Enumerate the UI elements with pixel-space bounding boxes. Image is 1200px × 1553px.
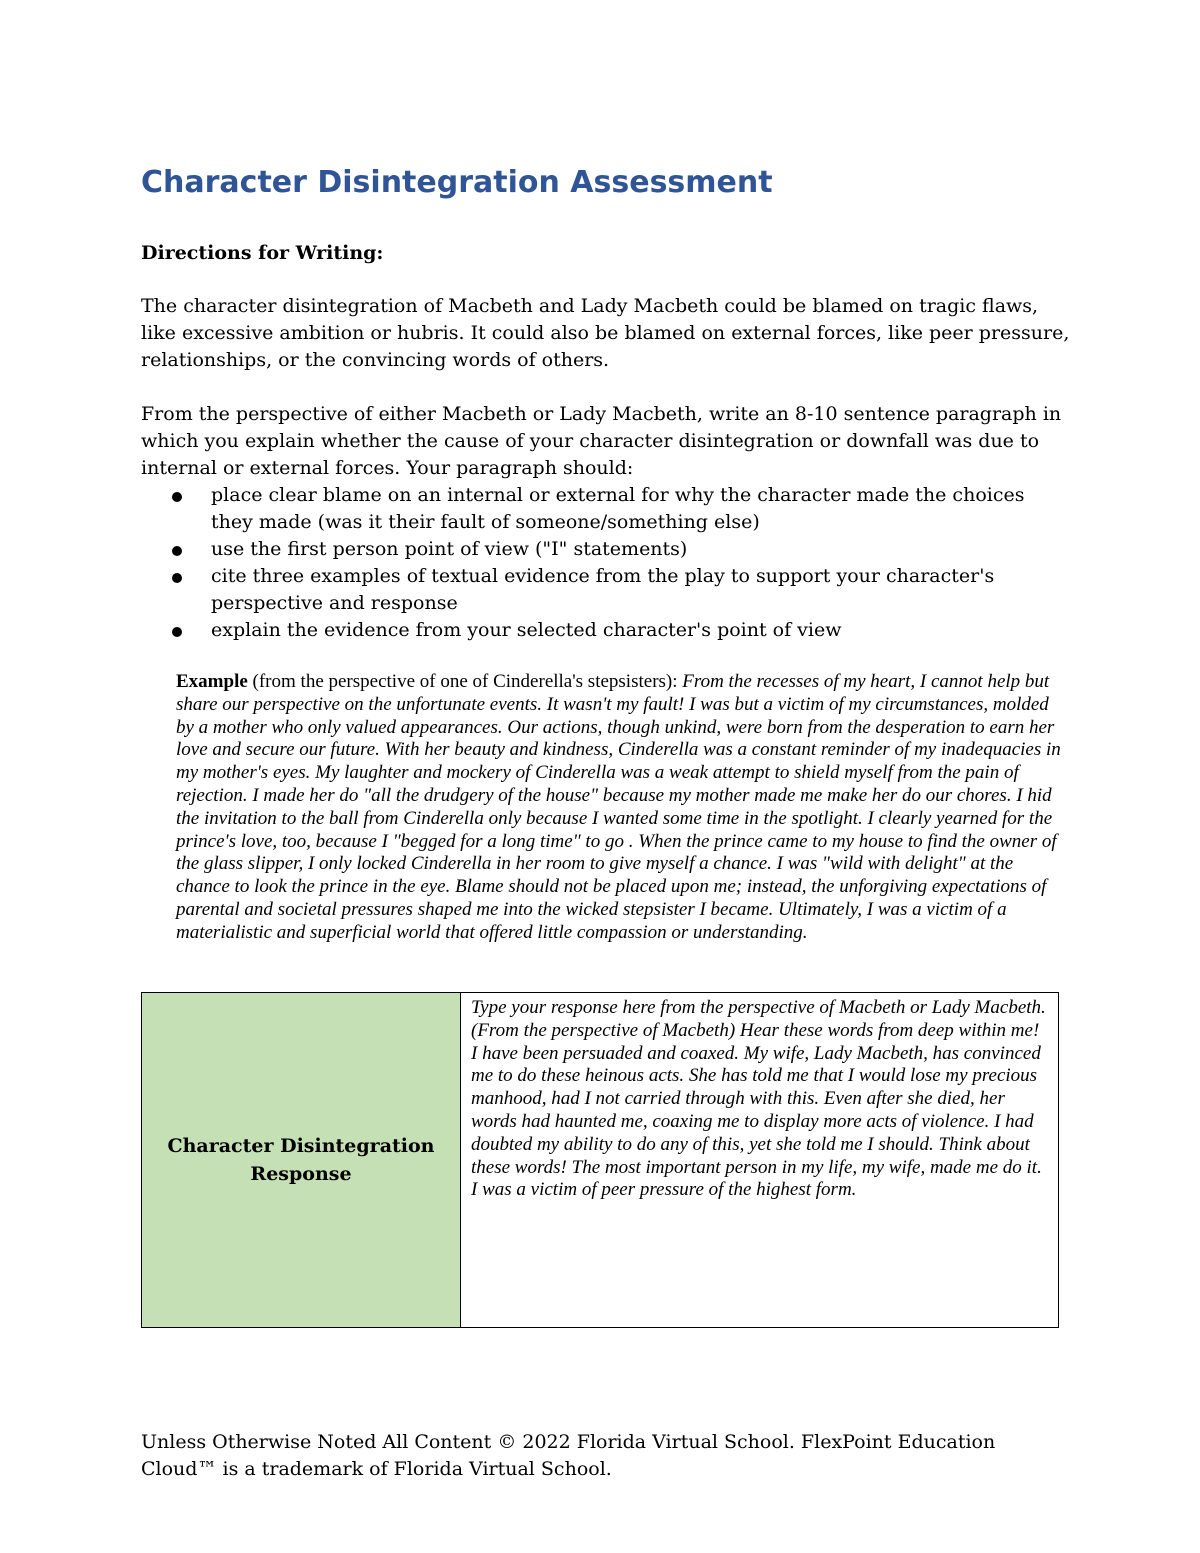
response-table (141, 992, 1059, 1328)
instructions-paragraph: From the perspective of either Macbeth or Lady Macbeth, write an 8-10 sentence paragraph in which you explain whether the cause of your character disintegration or downfall was due to internal or external forces. Your paragraph should: (141, 403, 1062, 479)
response-prompt: Type your response here from the perspective of Macbeth or Lady Macbeth. (471, 997, 1046, 1018)
directions-heading: Directions for Writing: (141, 242, 384, 264)
intro-paragraph: The character disintegration of Macbeth and Lady Macbeth could be blamed on tragic flaws, like excessive ambition or hubris. It could also be blamed on external forces, like peer pressure, relationships, or the convincing words of others. (141, 295, 1070, 371)
example-paragraph (176, 671, 1066, 945)
response-answer-cell[interactable] (461, 993, 1059, 1328)
response-text: (From the perspective of Macbeth) Hear these words from deep within me! I have been persuaded and coaxed. My wife, Lady Macbeth, has convinced me to do these heinous acts. She has told me that I would lose my precious manhood, had I not carried through with this. Even after she died, her words had haunted me, coaxing me to display more acts of violence. I had doubted my ability to do any of this, yet she told me I should. Think about these words! The most important person in my life, my wife, made me do it. I was a victim of peer pressure of the highest form. (471, 1019, 1042, 1201)
bullet-icon (172, 573, 182, 583)
copyright-footer: Unless Otherwise Noted All Content © 2022 Florida Virtual School. FlexPoint Education Cloud™ is a trademark of Florida Virtual School. (141, 1431, 996, 1480)
requirement-text: cite three examples of textual evidence from the play to support your character's perspective and response (211, 565, 995, 614)
list-item (141, 536, 1071, 563)
requirement-text: explain the evidence from your selected character's point of view (211, 619, 842, 641)
list-item (141, 617, 1071, 644)
page-title: Character Disintegration Assessment (141, 165, 773, 200)
bullet-icon (172, 492, 182, 502)
example-text: From the recesses of my heart, I cannot help but share our perspective on the unfortunate events. It wasn't my fault! I was but a victim of my circumstances, molded by a mother who only valued appearances. Our actions, though unkind, were born from the desperation to earn her love and secure our future. With her beauty and kindness, Cinderella was a constant reminder of my inadequacies in my mother's eyes. My laughter and mockery of Cinderella was a weak attempt to shield myself from the pain of rejection. I made her do "all the drudgery of the house" because my mother made me make her do our chores. I hid the invitation to the ball from Cinderella only because I wanted some time in the spotlight. I clearly yearned for the prince's love, too, because I "begged for a long time" to go . When the prince came to my house to find the owner of the glass slipper, I only locked Cinderella in her room to give myself a chance. I was "wild with delight" at the chance to look the prince in the eye. Blame should not be placed upon me; instead, the unforgiving expectations of parental and societal pressures shaped me into the wicked stepsister I became. Ultimately, I was a victim of a materialistic and superficial world that offered little compassion or understanding. (176, 671, 1061, 943)
bullet-icon (172, 627, 182, 637)
requirements-list (141, 482, 1071, 644)
example-intro: (from the perspective of one of Cinderella's stepsisters): (247, 671, 683, 692)
requirement-text: use the first person point of view ("I" statements) (211, 538, 688, 560)
list-item (141, 482, 1071, 536)
list-item (141, 563, 1071, 617)
requirement-text: place clear blame on an internal or external for why the character made the choices they made (was it their fault of someone/something else) (211, 484, 1025, 533)
response-label-cell: Character Disintegration Response (142, 993, 461, 1328)
example-label: Example (176, 671, 248, 692)
bullet-icon (172, 546, 182, 556)
table-row (142, 993, 1059, 1328)
